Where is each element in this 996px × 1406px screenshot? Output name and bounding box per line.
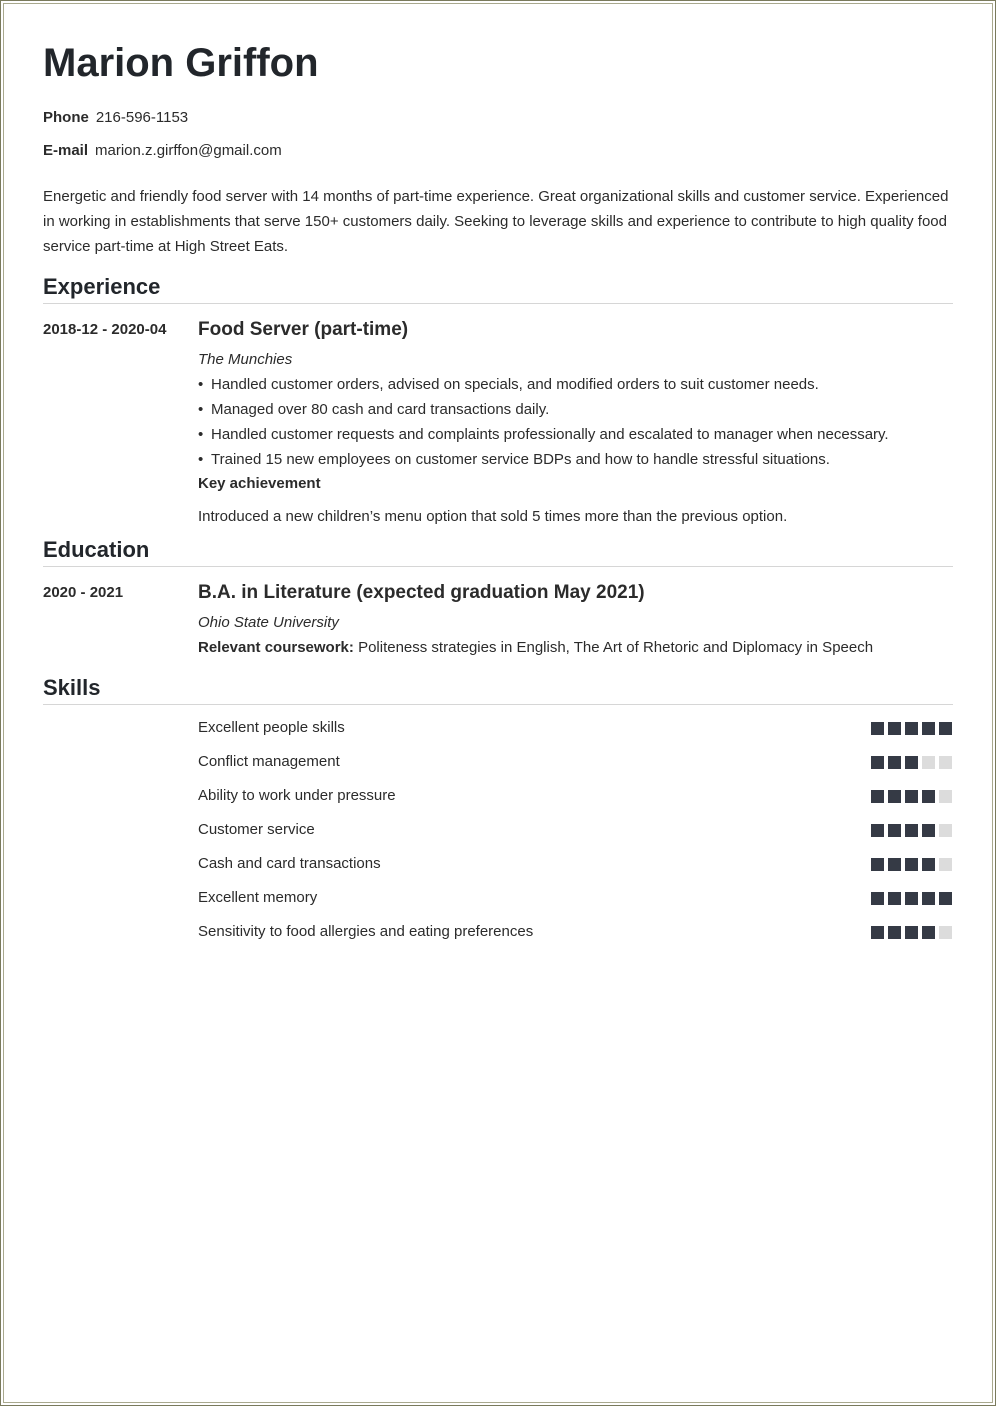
- skill-rating: [867, 892, 952, 905]
- skill-name: Excellent people skills: [198, 719, 345, 736]
- skill-name: Conflict management: [198, 753, 340, 770]
- rating-square-filled: [905, 722, 918, 735]
- skill-name: Customer service: [198, 821, 315, 838]
- list-item: • Handled customer requests and complaints professionally and escalated to manager when necessary.: [198, 422, 953, 447]
- rating-square-filled: [888, 790, 901, 803]
- skill-rating: [867, 926, 952, 939]
- rating-square-empty: [939, 926, 952, 939]
- candidate-name: Marion Griffon: [43, 41, 319, 85]
- skill-row: [198, 750, 953, 774]
- rating-square-filled: [888, 722, 901, 735]
- list-item: • Trained 15 new employees on customer service BDPs and how to handle stressful situations.: [198, 447, 953, 472]
- rating-square-filled: [871, 756, 884, 769]
- rating-square-filled: [888, 892, 901, 905]
- rating-square-filled: [888, 824, 901, 837]
- rating-square-filled: [922, 926, 935, 939]
- skill-rating: [867, 722, 952, 735]
- bullet-icon: •: [198, 376, 204, 393]
- rating-square-filled: [905, 858, 918, 871]
- rating-square-filled: [888, 858, 901, 871]
- skill-name: Cash and card transactions: [198, 855, 381, 872]
- skill-rating: [867, 858, 952, 871]
- education-dates: 2020 - 2021: [43, 584, 124, 601]
- coursework-label: Relevant coursework:: [198, 639, 354, 656]
- rating-square-filled: [922, 858, 935, 871]
- rating-square-empty: [939, 824, 952, 837]
- rating-square-filled: [922, 722, 935, 735]
- rating-square-filled: [871, 722, 884, 735]
- key-achievement-text: Introduced a new children’s menu option that sold 5 times more than the previous option.: [198, 508, 788, 525]
- rating-square-filled: [888, 756, 901, 769]
- phone-row: [43, 108, 188, 128]
- rating-square-filled: [922, 892, 935, 905]
- rating-square-filled: [871, 858, 884, 871]
- list-item: • Managed over 80 cash and card transactions daily.: [198, 397, 953, 422]
- skill-row: [198, 716, 953, 740]
- phone-label: Phone: [43, 109, 89, 126]
- skill-row: [198, 920, 953, 944]
- rating-square-filled: [905, 824, 918, 837]
- list-item: • Handled customer orders, advised on specials, and modified orders to suit customer needs.: [198, 372, 953, 397]
- company-name: The Munchies: [198, 351, 293, 368]
- rating-square-filled: [905, 926, 918, 939]
- experience-dates: 2018-12 - 2020-04: [43, 321, 167, 338]
- rating-square-empty: [939, 858, 952, 871]
- skill-name: Sensitivity to food allergies and eating preferences: [198, 923, 534, 940]
- skill-row: [198, 886, 953, 910]
- skill-rating: [867, 756, 952, 769]
- profile-summary: Energetic and friendly food server with 14 months of part-time experience. Great organizational skills and customer service. Experienced in working in establishments that serve 150+ customers daily. Seeking to leverage skills and experience to contribute to high quality food service part-time at High Street Eats.: [43, 188, 949, 255]
- education-heading: Education: [43, 536, 953, 567]
- key-achievement-label: Key achievement: [198, 475, 321, 492]
- skills-heading: Skills: [43, 674, 953, 705]
- email-row: [43, 141, 282, 161]
- skill-name: Excellent memory: [198, 889, 318, 906]
- coursework: [198, 635, 953, 660]
- skill-name: Ability to work under pressure: [198, 787, 396, 804]
- education-entry: [198, 580, 953, 660]
- bullet-icon: •: [198, 401, 204, 418]
- rating-square-filled: [922, 790, 935, 803]
- skill-row: [198, 852, 953, 876]
- rating-square-filled: [939, 722, 952, 735]
- rating-square-filled: [871, 926, 884, 939]
- experience-entry: [198, 317, 953, 529]
- responsibilities-list: [198, 372, 953, 472]
- email-label: E-mail: [43, 142, 89, 159]
- experience-heading: Experience: [43, 273, 953, 304]
- rating-square-filled: [888, 926, 901, 939]
- degree-title: B.A. in Literature (expected graduation May 2021): [198, 582, 645, 603]
- skill-row: [198, 818, 953, 842]
- phone-value[interactable]: 216-596-1153: [95, 109, 189, 126]
- rating-square-empty: [939, 790, 952, 803]
- skill-rating: [867, 824, 952, 837]
- coursework-text: Politeness strategies in English, The Art of Rhetoric and Diplomacy in Speech: [358, 639, 874, 656]
- job-title: Food Server (part-time): [198, 319, 409, 340]
- bullet-icon: •: [198, 426, 204, 443]
- rating-square-filled: [905, 756, 918, 769]
- rating-square-filled: [871, 824, 884, 837]
- rating-square-empty: [939, 756, 952, 769]
- rating-square-filled: [922, 824, 935, 837]
- skill-rating: [867, 790, 952, 803]
- rating-square-filled: [871, 790, 884, 803]
- skill-row: [198, 784, 953, 808]
- email-value[interactable]: marion.z.girffon@gmail.com: [95, 142, 282, 159]
- school-name: Ohio State University: [198, 614, 339, 631]
- rating-square-empty: [922, 756, 935, 769]
- bullet-icon: •: [198, 451, 204, 468]
- rating-square-filled: [905, 892, 918, 905]
- rating-square-filled: [905, 790, 918, 803]
- rating-square-filled: [939, 892, 952, 905]
- rating-square-filled: [871, 892, 884, 905]
